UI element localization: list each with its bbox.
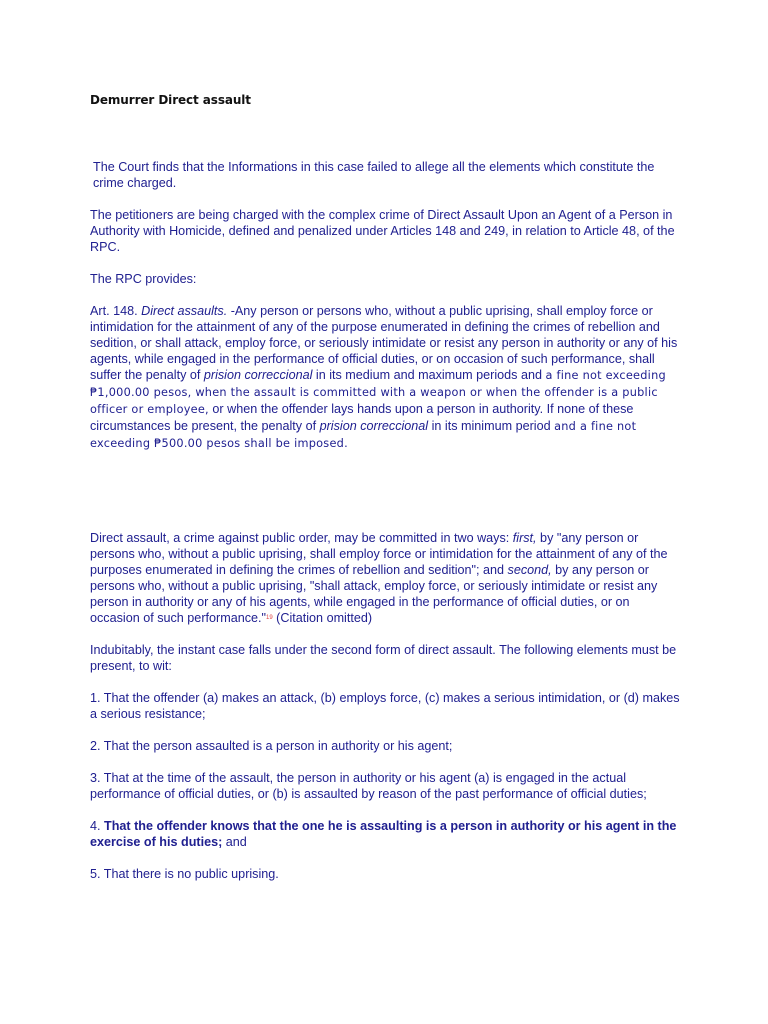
article-text-1: -Any person or persons who, without a public uprising, shall employ force or intimidation for the attainment of any of the purpose enumerated in defining the crimes of rebellion and sedition, or shall attack, employ force, or seriously intimidate or resist any person in authority or any of his agents, while engaged in the performance of official duties, or on occasion of such performance, shall suffer the penalty of [90, 304, 678, 382]
element-4 [90, 818, 682, 850]
blank-space [90, 468, 682, 530]
ways-text-c: by any person or persons who, without a public uprising, "shall attack, employ force, or seriously intimidate or resist any person in authority or any of his agents, while engaged in the performance of official duties, or on occasion of such performance." [90, 563, 658, 625]
document-title: Demurrer Direct assault [90, 93, 251, 107]
article-text-4: or when the offender lays hands upon a person in authority. If none of these circumstances be present, the penalty of [90, 402, 634, 433]
element-1: 1. That the offender (a) makes an attack, (b) employs force, (c) makes a serious intimidation, or (d) makes a serious resistance; [90, 691, 680, 721]
document-body [90, 159, 682, 882]
paragraph-elements-intro: Indubitably, the instant case falls under the second form of direct assault. The following elements must be present, to wit: [90, 643, 677, 673]
element-3: 3. That at the time of the assault, the person in authority or his agent (a) is engaged in the actual performance of official duties, or (b) is assaulted by reason of the past performance of official duties; [90, 771, 647, 801]
element-4-number: 4. [90, 819, 105, 833]
ways-first: first, [512, 531, 537, 545]
article-text-2: in its medium and maximum periods and [312, 368, 542, 382]
paragraph-court-finding: The Court finds that the Informations in this case failed to allege all the elements which constitute the crime charged. [93, 160, 655, 190]
element-4-bold-text: That the offender knows that the one he is assaulting is a person in authority or his agent in the exercise of his duties; [90, 819, 677, 849]
ways-text-a: Direct assault, a crime against public order, may be committed in two ways: [90, 531, 513, 545]
element-4-tail: and [222, 835, 247, 849]
article-heading: Direct assaults. [141, 304, 228, 318]
ways-citation-omitted: (Citation omitted) [272, 611, 373, 625]
penalty-term-1: prision correccional [203, 368, 313, 382]
element-2: 2. That the person assaulted is a person in authority or his agent; [90, 739, 453, 753]
citation-marker-link[interactable]: 19 [265, 615, 273, 621]
penalty-term-2: prision correccional [319, 419, 429, 433]
article-text-6: and a fine not exceeding ₱500.00 pesos shall be imposed. [90, 420, 637, 450]
article-text-3: a fine not exceeding ₱1,000.00 pesos, when the assault is committed with a weapon or when the offender is a public officer or employee, [90, 369, 666, 416]
paragraph-charge: The petitioners are being charged with the complex crime of Direct Assault Upon an Agent of a Person in Authority with Homicide, defined and penalized under Articles 148 and 249, in relation to Article 48, of the RPC. [90, 208, 675, 254]
element-5: 5. That there is no public uprising. [90, 867, 279, 881]
paragraph-rpc-provides: The RPC provides: [90, 272, 197, 286]
document-page [90, 93, 682, 898]
paragraph-article-148 [90, 303, 682, 452]
article-text-5: in its minimum period [428, 419, 551, 433]
ways-text-b: by "any person or persons who, without a public uprising, shall employ force or intimidation for the attainment of any of the purposes enumerated in defining the crimes of rebellion and sedition"; and [90, 531, 668, 577]
article-number: Art. 148. [90, 304, 142, 318]
ways-second: second, [507, 563, 552, 577]
paragraph-direct-assault-ways [90, 530, 682, 626]
